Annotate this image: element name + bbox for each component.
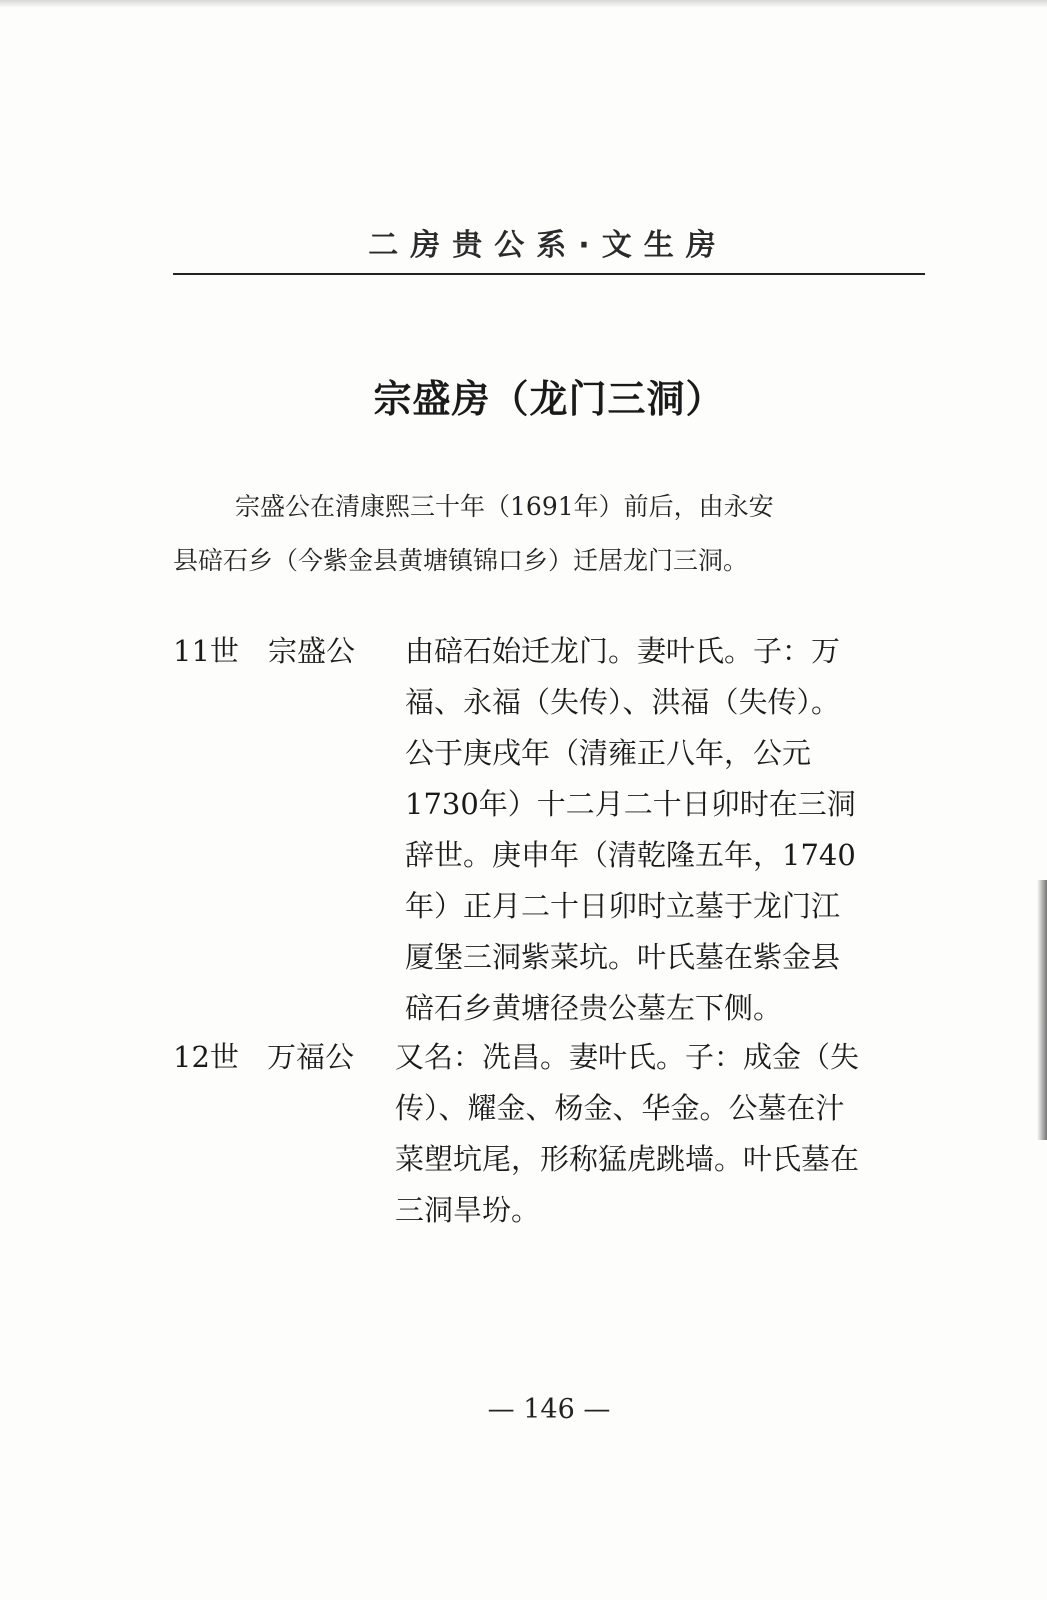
page-number: — 146 — (487, 1394, 611, 1425)
intro-line: 县碚石乡（今紫金县黄塘镇锦口乡）迁居龙门三洞。 (173, 546, 749, 575)
entry-line: 年）正月二十日卯时立墓于龙门江 (405, 889, 841, 923)
intro-line: 宗盛公在清康熙三十年（1691年）前后，由永安 (235, 492, 774, 521)
entry-body (395, 1032, 905, 1236)
genealogy-entry (173, 1032, 925, 1252)
entry-line: 三洞旱坋。 (395, 1193, 541, 1227)
entry-line: 福、永福（失传）、洪福（失传）。 (405, 685, 841, 719)
entry-generation: 11世 (173, 634, 239, 668)
header-rule (173, 273, 925, 275)
entry-body (405, 626, 905, 1034)
entry-line: 1730年）十二月二十日卯时在三洞 (405, 787, 856, 821)
entry-name: 万福公 (267, 1040, 355, 1074)
entry-line: 又名：冼昌。妻叶氏。子：成金（失 (395, 1040, 860, 1074)
entry-generation: 12世 (173, 1040, 239, 1074)
entry-line: 辞世。庚申年（清乾隆五年，1740 (405, 838, 856, 872)
entry-line: 厦堡三洞紫菜坑。叶氏墓在紫金县 (405, 940, 841, 974)
entry-line: 碚石乡黄塘径贵公墓左下侧。 (405, 991, 783, 1025)
page-top-edge (0, 0, 1047, 8)
entry-line: 菜塱坑尾，形称猛虎跳墙。叶氏墓在 (395, 1142, 860, 1176)
page-right-edge (1037, 880, 1047, 1140)
entry-line: 传）、耀金、杨金、华金。公墓在汁 (395, 1091, 845, 1125)
entry-line: 由碚石始迁龙门。妻叶氏。子：万 (405, 634, 841, 668)
running-header: 二房贵公系·文生房 (368, 228, 728, 263)
entry-name: 宗盛公 (268, 634, 356, 668)
entry-line: 公于庚戌年（清雍正八年，公元 (405, 736, 812, 770)
intro-paragraph (173, 480, 925, 588)
section-title: 宗盛房（龙门三洞） (373, 377, 725, 421)
genealogy-entry (173, 626, 925, 1046)
